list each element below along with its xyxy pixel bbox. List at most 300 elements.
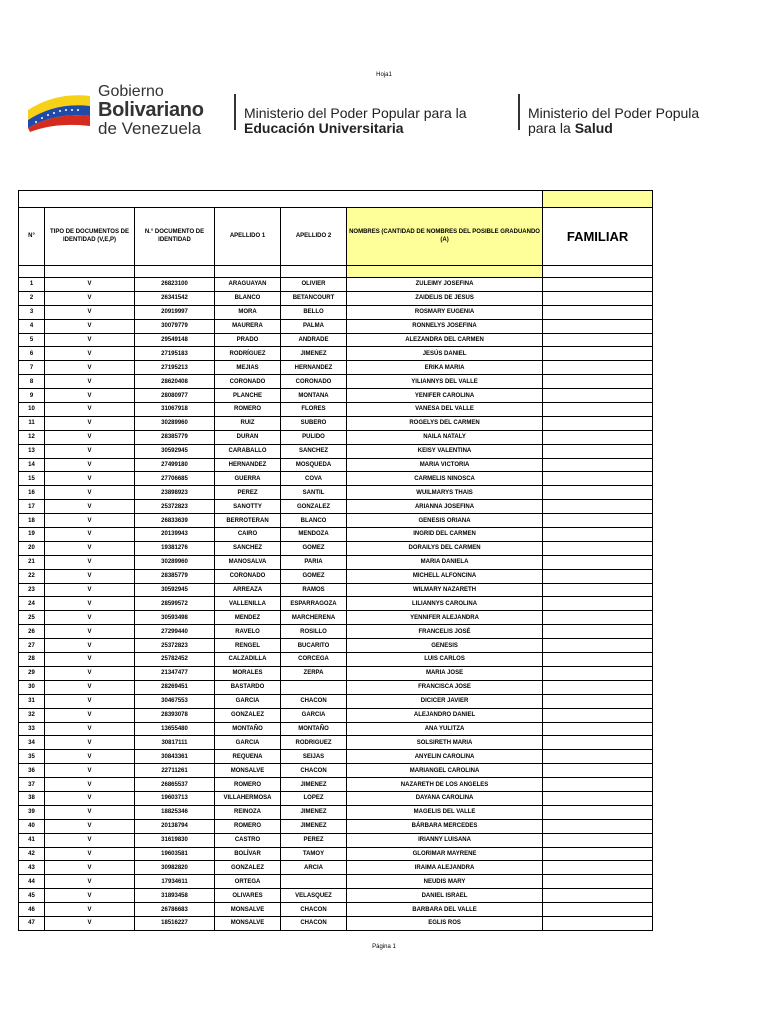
cell-apellido2: SEIJAS — [281, 750, 347, 764]
cell-nombres: GLORIMAR MAYRENE — [347, 847, 543, 861]
cell-familiar — [543, 555, 653, 569]
table-row — [19, 625, 653, 639]
cell-familiar — [543, 500, 653, 514]
cell-nombres: VANESA DEL VALLE — [347, 403, 543, 417]
cell-apellido1: MAURERA — [215, 319, 281, 333]
col-header-familiar: FAMILIAR — [543, 208, 653, 266]
table-row — [19, 611, 653, 625]
cell-apellido2: MONTAÑO — [281, 722, 347, 736]
cell-row-num: 5 — [19, 333, 45, 347]
cell-doc-type: V — [45, 639, 135, 653]
cell-familiar — [543, 278, 653, 292]
cell-doc-num: 30592945 — [135, 583, 215, 597]
cell-familiar — [543, 333, 653, 347]
cell-row-num: 3 — [19, 305, 45, 319]
cell-row-num: 18 — [19, 514, 45, 528]
cell-familiar — [543, 722, 653, 736]
header-spacer-bottom-cell — [45, 266, 135, 278]
cell-nombres: MICHELL ALFONCINA — [347, 569, 543, 583]
cell-familiar — [543, 736, 653, 750]
cell-nombres: MAGELIS DEL VALLE — [347, 805, 543, 819]
cell-apellido2 — [281, 875, 347, 889]
cell-row-num: 9 — [19, 389, 45, 403]
cell-doc-num: 20139943 — [135, 528, 215, 542]
cell-row-num: 20 — [19, 541, 45, 555]
cell-row-num: 17 — [19, 500, 45, 514]
cell-familiar — [543, 791, 653, 805]
cell-familiar — [543, 305, 653, 319]
cell-doc-num: 28385779 — [135, 430, 215, 444]
cell-doc-num: 30592945 — [135, 444, 215, 458]
cell-apellido1: CARABALLO — [215, 444, 281, 458]
cell-apellido1: CORONADO — [215, 375, 281, 389]
cell-apellido2: CHACON — [281, 694, 347, 708]
cell-familiar — [543, 347, 653, 361]
cell-doc-type: V — [45, 694, 135, 708]
table-row — [19, 736, 653, 750]
cell-nombres: KEISY VALENTINA — [347, 444, 543, 458]
table-row — [19, 472, 653, 486]
cell-doc-type: V — [45, 291, 135, 305]
table-row — [19, 347, 653, 361]
cell-apellido1: GONZALEZ — [215, 861, 281, 875]
table-row — [19, 722, 653, 736]
cell-apellido2: VELASQUEZ — [281, 889, 347, 903]
gov-line2: Bolivariano — [98, 99, 204, 121]
cell-row-num: 43 — [19, 861, 45, 875]
cell-apellido1: BASTARDO — [215, 680, 281, 694]
cell-apellido2: CORONADO — [281, 375, 347, 389]
cell-apellido1: CASTRO — [215, 833, 281, 847]
cell-nombres: NAZARETH DE LOS ANGELES — [347, 778, 543, 792]
cell-nombres: WILMARY NAZARETH — [347, 583, 543, 597]
ministry-health — [528, 106, 699, 135]
cell-apellido2: ANDRADE — [281, 333, 347, 347]
header-spacer-bottom-cell — [347, 266, 543, 278]
cell-apellido1: PRADO — [215, 333, 281, 347]
cell-nombres: ANYELIN CAROLINA — [347, 750, 543, 764]
cell-familiar — [543, 805, 653, 819]
ministry-health-line1: Ministerio del Poder Popula — [528, 105, 700, 121]
cell-row-num: 14 — [19, 458, 45, 472]
cell-doc-num: 27195183 — [135, 347, 215, 361]
cell-apellido1: MANOSALVA — [215, 555, 281, 569]
cell-familiar — [543, 458, 653, 472]
cell-doc-type: V — [45, 361, 135, 375]
cell-apellido1: GARCIA — [215, 736, 281, 750]
cell-doc-type: V — [45, 278, 135, 292]
table-row — [19, 361, 653, 375]
cell-apellido1: MEJIAS — [215, 361, 281, 375]
cell-nombres: DICICER JAVIER — [347, 694, 543, 708]
cell-row-num: 30 — [19, 680, 45, 694]
cell-row-num: 15 — [19, 472, 45, 486]
cell-apellido1: VALLENILLA — [215, 597, 281, 611]
cell-apellido2: PALMA — [281, 319, 347, 333]
cell-doc-type: V — [45, 347, 135, 361]
cell-apellido1: ROMERO — [215, 403, 281, 417]
cell-doc-type: V — [45, 528, 135, 542]
cell-apellido2: GOMEZ — [281, 541, 347, 555]
cell-doc-num: 25372823 — [135, 639, 215, 653]
cell-nombres: MARIA JOSE — [347, 666, 543, 680]
header-spacer-bottom-cell — [19, 266, 45, 278]
cell-doc-type: V — [45, 389, 135, 403]
cell-familiar — [543, 430, 653, 444]
cell-apellido1: RUIZ — [215, 416, 281, 430]
cell-apellido2: GARCIA — [281, 708, 347, 722]
cell-familiar — [543, 569, 653, 583]
cell-doc-num: 30817111 — [135, 736, 215, 750]
cell-row-num: 45 — [19, 889, 45, 903]
table-row — [19, 291, 653, 305]
cell-apellido2: COVA — [281, 472, 347, 486]
cell-apellido2: BLANCO — [281, 514, 347, 528]
cell-apellido2: PULIDO — [281, 430, 347, 444]
table-row — [19, 750, 653, 764]
ministry-health-line2: para la Salud — [528, 119, 613, 136]
cell-nombres: LILIANNYS CAROLINA — [347, 597, 543, 611]
cell-row-num: 4 — [19, 319, 45, 333]
table-row — [19, 889, 653, 903]
cell-doc-type: V — [45, 653, 135, 667]
cell-apellido2: SUBERO — [281, 416, 347, 430]
table-row — [19, 305, 653, 319]
cell-doc-num: 30289960 — [135, 416, 215, 430]
cell-nombres: IRIANNY LUISANA — [347, 833, 543, 847]
cell-doc-type: V — [45, 458, 135, 472]
cell-familiar — [543, 819, 653, 833]
cell-nombres: ALEJANDRO DANIEL — [347, 708, 543, 722]
cell-apellido2: BUCARITO — [281, 639, 347, 653]
cell-nombres: YENIFER CAROLINA — [347, 389, 543, 403]
cell-doc-type: V — [45, 486, 135, 500]
table-row — [19, 819, 653, 833]
cell-doc-num: 19603713 — [135, 791, 215, 805]
table-row — [19, 416, 653, 430]
cell-doc-num: 30289960 — [135, 555, 215, 569]
cell-row-num: 28 — [19, 653, 45, 667]
cell-apellido1: ORTEGA — [215, 875, 281, 889]
cell-familiar — [543, 694, 653, 708]
cell-apellido1: RENGEL — [215, 639, 281, 653]
cell-doc-type: V — [45, 889, 135, 903]
cell-row-num: 46 — [19, 903, 45, 917]
cell-row-num: 8 — [19, 375, 45, 389]
cell-familiar — [543, 833, 653, 847]
cell-apellido1: GONZALEZ — [215, 708, 281, 722]
cell-familiar — [543, 444, 653, 458]
table-row — [19, 500, 653, 514]
cell-familiar — [543, 916, 653, 930]
table-row — [19, 528, 653, 542]
cell-doc-type: V — [45, 569, 135, 583]
cell-apellido2: SANCHEZ — [281, 444, 347, 458]
cell-apellido1: ARREAZA — [215, 583, 281, 597]
cell-familiar — [543, 639, 653, 653]
cell-doc-num: 20138794 — [135, 819, 215, 833]
header-row — [19, 208, 653, 266]
ministry-education-line2: Educación Universitaria — [244, 119, 404, 136]
cell-familiar — [543, 847, 653, 861]
cell-apellido2: ARCIA — [281, 861, 347, 875]
cell-apellido1: REINOZA — [215, 805, 281, 819]
cell-nombres: ALEZANDRA DEL CARMEN — [347, 333, 543, 347]
cell-nombres: MARIA VICTORIA — [347, 458, 543, 472]
header-spacer-bottom-cell — [215, 266, 281, 278]
cell-apellido1: HERNANDEZ — [215, 458, 281, 472]
table-row — [19, 486, 653, 500]
cell-doc-type: V — [45, 319, 135, 333]
cell-doc-type: V — [45, 750, 135, 764]
col-header-doc-num: N.° DOCUMENTO DE IDENTIDAD — [135, 208, 215, 266]
cell-row-num: 41 — [19, 833, 45, 847]
table-row — [19, 514, 653, 528]
cell-apellido1: OLIVARES — [215, 889, 281, 903]
cell-nombres: IRAIMA ALEJANDRA — [347, 861, 543, 875]
cell-apellido2: CORCEGA — [281, 653, 347, 667]
col-header-doc-type: TIPO DE DOCUMENTOS DE IDENTIDAD (V,E,P) — [45, 208, 135, 266]
cell-apellido2: BETANCOURT — [281, 291, 347, 305]
cell-doc-num: 28269451 — [135, 680, 215, 694]
gobierno-bolivariano-logo-text — [98, 84, 204, 137]
cell-row-num: 25 — [19, 611, 45, 625]
gov-line1: Gobierno — [98, 83, 164, 100]
cell-row-num: 36 — [19, 764, 45, 778]
cell-apellido2: CHACON — [281, 764, 347, 778]
cell-doc-num: 26786683 — [135, 903, 215, 917]
cell-row-num: 32 — [19, 708, 45, 722]
cell-doc-num: 20919997 — [135, 305, 215, 319]
cell-nombres: SOLSIRETH MARIA — [347, 736, 543, 750]
cell-apellido1: CAIRO — [215, 528, 281, 542]
cell-nombres: INGRID DEL CARMEN — [347, 528, 543, 542]
cell-doc-type: V — [45, 903, 135, 917]
cell-familiar — [543, 653, 653, 667]
cell-apellido2: ZERPA — [281, 666, 347, 680]
cell-nombres: ROGELYS DEL CARMEN — [347, 416, 543, 430]
cell-apellido2: CHACON — [281, 903, 347, 917]
cell-doc-type: V — [45, 500, 135, 514]
cell-familiar — [543, 486, 653, 500]
cell-nombres: YENNIFER ALEJANDRA — [347, 611, 543, 625]
cell-doc-num: 26341542 — [135, 291, 215, 305]
cell-row-num: 35 — [19, 750, 45, 764]
cell-nombres: ANA YULITZA — [347, 722, 543, 736]
gov-line3: de Venezuela — [98, 119, 202, 138]
cell-nombres: ROSMARY EUGENIA — [347, 305, 543, 319]
cell-nombres: DANIEL ISRAEL — [347, 889, 543, 903]
table-row — [19, 680, 653, 694]
cell-doc-type: V — [45, 597, 135, 611]
cell-doc-num: 27195213 — [135, 361, 215, 375]
cell-apellido1: MONSALVE — [215, 764, 281, 778]
col-header-num: N° — [19, 208, 45, 266]
cell-nombres: MARIA DANIELA — [347, 555, 543, 569]
cell-apellido2: JIMENEZ — [281, 819, 347, 833]
cell-nombres: GENESIS — [347, 639, 543, 653]
cell-doc-num: 18825346 — [135, 805, 215, 819]
cell-apellido1: MORA — [215, 305, 281, 319]
cell-apellido2: CHACON — [281, 916, 347, 930]
cell-apellido2: PARIA — [281, 555, 347, 569]
cell-nombres: ARIANNA JOSEFINA — [347, 500, 543, 514]
cell-doc-num: 31067918 — [135, 403, 215, 417]
table-row — [19, 597, 653, 611]
table-row — [19, 389, 653, 403]
banner-divider — [234, 94, 236, 130]
table-row — [19, 555, 653, 569]
cell-doc-type: V — [45, 444, 135, 458]
table-row — [19, 861, 653, 875]
cell-doc-num: 28385779 — [135, 569, 215, 583]
cell-doc-num: 25372823 — [135, 500, 215, 514]
cell-doc-type: V — [45, 805, 135, 819]
cell-row-num: 38 — [19, 791, 45, 805]
cell-row-num: 6 — [19, 347, 45, 361]
table-row — [19, 916, 653, 930]
cell-doc-num: 17934611 — [135, 875, 215, 889]
cell-familiar — [543, 680, 653, 694]
cell-doc-type: V — [45, 708, 135, 722]
cell-doc-type: V — [45, 819, 135, 833]
cell-doc-type: V — [45, 833, 135, 847]
cell-row-num: 1 — [19, 278, 45, 292]
cell-doc-type: V — [45, 764, 135, 778]
table-row — [19, 833, 653, 847]
cell-doc-type: V — [45, 555, 135, 569]
cell-apellido2: LOPEZ — [281, 791, 347, 805]
cell-nombres: FRANCISCA JOSE — [347, 680, 543, 694]
cell-nombres: JESÚS DANIEL — [347, 347, 543, 361]
table-row — [19, 805, 653, 819]
cell-doc-type: V — [45, 722, 135, 736]
cell-row-num: 7 — [19, 361, 45, 375]
cell-nombres: ZULEIMY JOSEFINA — [347, 278, 543, 292]
cell-row-num: 33 — [19, 722, 45, 736]
cell-apellido2: ROSILLO — [281, 625, 347, 639]
cell-doc-num: 30982820 — [135, 861, 215, 875]
cell-apellido1: REQUENA — [215, 750, 281, 764]
cell-apellido1: MONSALVE — [215, 903, 281, 917]
cell-doc-type: V — [45, 625, 135, 639]
cell-apellido1: SANCHEZ — [215, 541, 281, 555]
cell-familiar — [543, 361, 653, 375]
table-row — [19, 694, 653, 708]
cell-apellido1: CALZADILLA — [215, 653, 281, 667]
cell-doc-type: V — [45, 611, 135, 625]
cell-apellido2: TAMOY — [281, 847, 347, 861]
cell-doc-type: V — [45, 375, 135, 389]
cell-doc-num: 26823100 — [135, 278, 215, 292]
cell-row-num: 42 — [19, 847, 45, 861]
cell-apellido2: RODRIGUEZ — [281, 736, 347, 750]
table-row — [19, 444, 653, 458]
cell-familiar — [543, 375, 653, 389]
table-row — [19, 403, 653, 417]
cell-doc-type: V — [45, 583, 135, 597]
cell-apellido1: ROMERO — [215, 819, 281, 833]
cell-row-num: 13 — [19, 444, 45, 458]
cell-doc-type: V — [45, 791, 135, 805]
cell-doc-num: 31619830 — [135, 833, 215, 847]
cell-nombres: BÁRBARA MERCEDES — [347, 819, 543, 833]
cell-doc-type: V — [45, 680, 135, 694]
cell-apellido1: ARAGUAYAN — [215, 278, 281, 292]
cell-familiar — [543, 903, 653, 917]
table-row — [19, 541, 653, 555]
cell-doc-type: V — [45, 514, 135, 528]
cell-familiar — [543, 625, 653, 639]
cell-row-num: 47 — [19, 916, 45, 930]
table-row — [19, 375, 653, 389]
cell-familiar — [543, 861, 653, 875]
col-header-nombres: NOMBRES (CANTIDAD DE NOMBRES DEL POSIBLE GRADUANDO (A) — [347, 208, 543, 266]
cell-doc-type: V — [45, 736, 135, 750]
cell-familiar — [543, 541, 653, 555]
cell-doc-num: 23898923 — [135, 486, 215, 500]
cell-row-num: 27 — [19, 639, 45, 653]
cell-apellido2 — [281, 680, 347, 694]
table-row — [19, 569, 653, 583]
cell-doc-num: 26865537 — [135, 778, 215, 792]
header-spacer-bottom-cell — [135, 266, 215, 278]
cell-nombres: BARBARA DEL VALLE — [347, 903, 543, 917]
cell-doc-type: V — [45, 916, 135, 930]
cell-nombres: DORAILYS DEL CARMEN — [347, 541, 543, 555]
col-header-apellido2: APELLIDO 2 — [281, 208, 347, 266]
cell-doc-num: 13655480 — [135, 722, 215, 736]
cell-doc-num: 26833639 — [135, 514, 215, 528]
cell-apellido1: CORONADO — [215, 569, 281, 583]
table-row — [19, 778, 653, 792]
graduates-table — [18, 190, 653, 931]
cell-row-num: 24 — [19, 597, 45, 611]
cell-familiar — [543, 778, 653, 792]
cell-apellido2: MENDOZA — [281, 528, 347, 542]
cell-doc-num: 29549148 — [135, 333, 215, 347]
cell-doc-num: 28393078 — [135, 708, 215, 722]
cell-familiar — [543, 597, 653, 611]
cell-familiar — [543, 875, 653, 889]
cell-familiar — [543, 528, 653, 542]
cell-apellido2: HERNANDEZ — [281, 361, 347, 375]
table-row — [19, 791, 653, 805]
cell-nombres: FRANCELIS JOSÉ — [347, 625, 543, 639]
cell-familiar — [543, 403, 653, 417]
cell-apellido1: GARCIA — [215, 694, 281, 708]
cell-doc-type: V — [45, 541, 135, 555]
cell-apellido2: OLIVIER — [281, 278, 347, 292]
cell-familiar — [543, 472, 653, 486]
cell-nombres: DAYANA CAROLINA — [347, 791, 543, 805]
ministry-education — [244, 106, 467, 135]
cell-familiar — [543, 319, 653, 333]
cell-apellido1: BERROTERAN — [215, 514, 281, 528]
ministry-education-line1: Ministerio del Poder Popular para la — [244, 105, 467, 121]
cell-apellido2: JIMENEZ — [281, 778, 347, 792]
cell-doc-num: 31893458 — [135, 889, 215, 903]
cell-apellido1: PLANCHE — [215, 389, 281, 403]
cell-nombres: NAILA NATALY — [347, 430, 543, 444]
cell-doc-num: 27499180 — [135, 458, 215, 472]
cell-doc-num: 22711261 — [135, 764, 215, 778]
banner-divider — [518, 94, 520, 130]
cell-apellido1: BLANCO — [215, 291, 281, 305]
cell-nombres: NEUDIS MARY — [347, 875, 543, 889]
cell-doc-type: V — [45, 861, 135, 875]
cell-doc-type: V — [45, 472, 135, 486]
